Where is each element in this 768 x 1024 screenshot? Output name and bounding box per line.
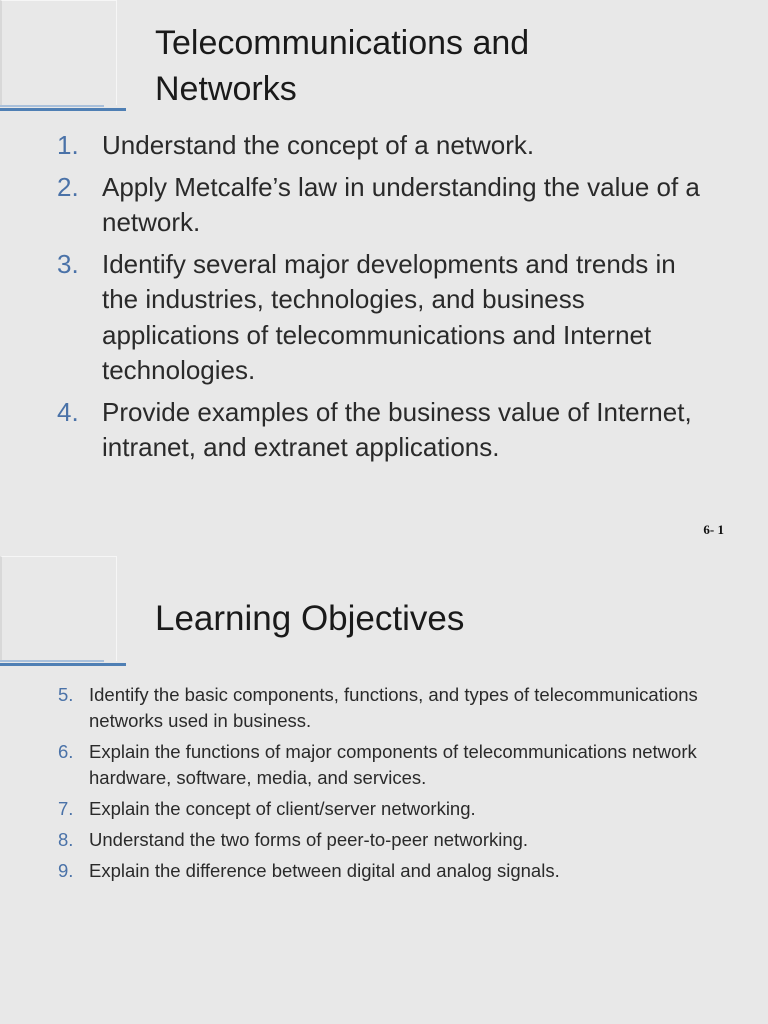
item-number: 8. xyxy=(58,829,74,850)
title-accent-line xyxy=(0,663,126,666)
list-item xyxy=(57,247,717,389)
item-text: Explain the difference between digital and analog signals. xyxy=(89,860,560,881)
list-item xyxy=(58,739,738,791)
list-item xyxy=(58,682,738,734)
item-number: 1. xyxy=(57,130,79,160)
item-number: 6. xyxy=(58,741,74,762)
item-number: 5. xyxy=(58,684,74,705)
item-text: Identify the basic components, functions, and types of telecommunications networks used in business. xyxy=(89,684,698,731)
item-text: Explain the concept of client/server networking. xyxy=(89,798,476,819)
item-text: Understand the two forms of peer-to-peer networking. xyxy=(89,829,529,850)
list-item xyxy=(57,395,717,466)
item-number: 7. xyxy=(58,798,74,819)
slide-2 xyxy=(0,556,768,1024)
list-item xyxy=(57,170,717,241)
list-item xyxy=(58,827,738,853)
corner-decoration xyxy=(0,556,117,661)
objectives-list xyxy=(57,128,717,472)
objectives-list xyxy=(58,682,738,889)
item-text: Identify several major developments and trends in the industries, technologies, and business applications of telecommunications and Internet technologies. xyxy=(102,248,676,385)
item-number: 9. xyxy=(58,860,74,881)
item-text: Explain the functions of major components of telecommunications network hardware, software, media, and services. xyxy=(89,741,697,788)
item-text: Provide examples of the business value of Internet, intranet, and extranet applications. xyxy=(102,396,692,462)
item-number: 2. xyxy=(57,171,79,202)
slide-title: Learning Objectives xyxy=(155,599,465,638)
item-number: 3. xyxy=(57,248,79,279)
corner-decoration xyxy=(0,0,117,105)
list-item xyxy=(58,796,738,822)
list-item xyxy=(57,128,717,164)
item-text: Apply Metcalfe’s law in understanding the value of a network. xyxy=(102,171,700,237)
list-item xyxy=(58,858,738,884)
title-accent-line xyxy=(0,108,126,111)
page-number: 6- 1 xyxy=(703,522,724,537)
slide-title: Telecommunications and Networks xyxy=(155,24,530,108)
item-text: Understand the concept of a network. xyxy=(102,130,535,160)
item-number: 4. xyxy=(57,396,79,427)
